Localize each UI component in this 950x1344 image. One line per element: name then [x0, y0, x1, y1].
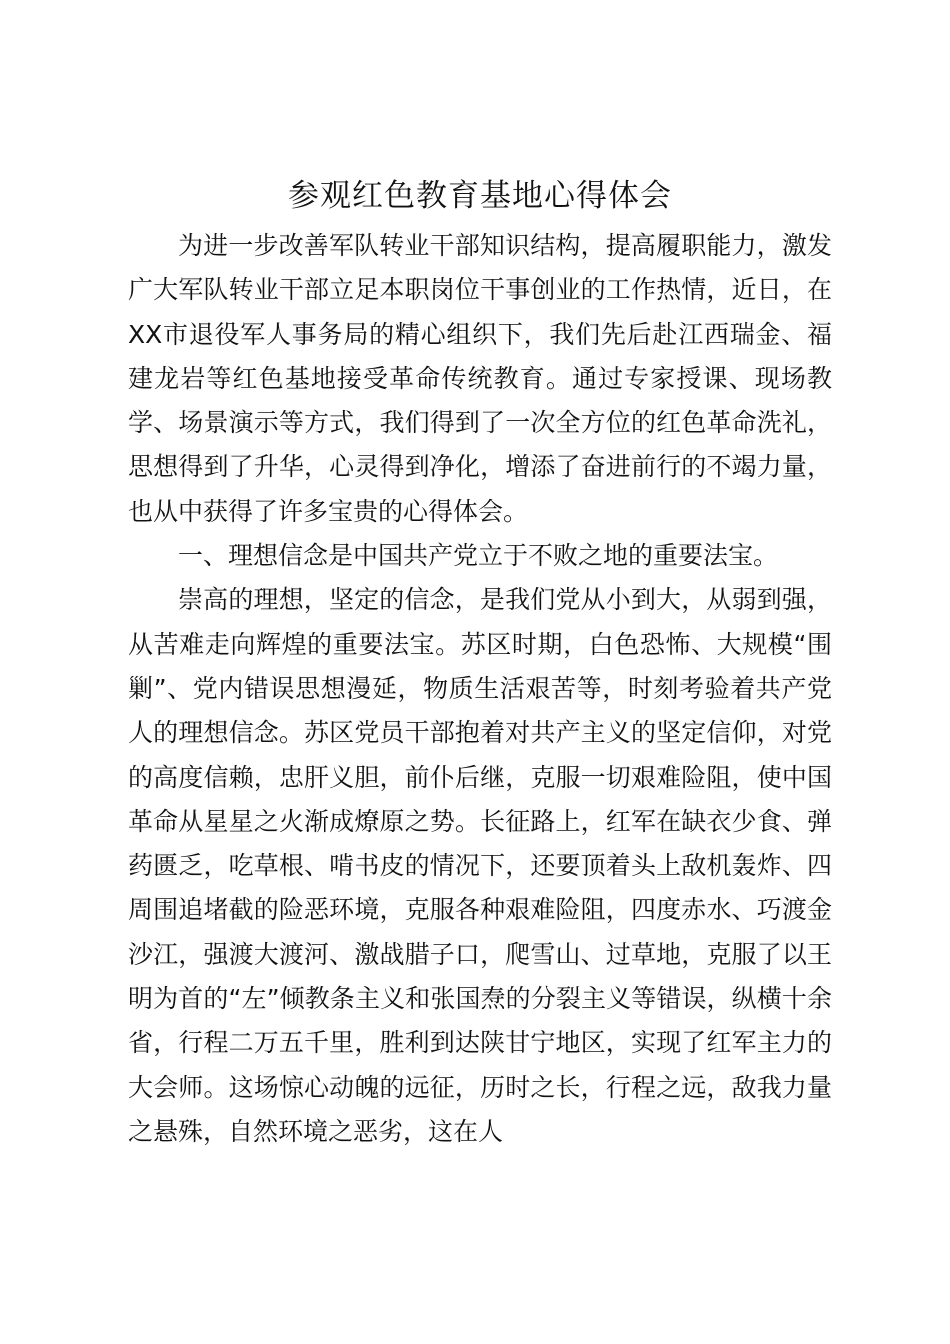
- section-paragraph: 崇高的理想，坚定的信念，是我们党从小到大，从弱到强，从苦难走向辉煌的重要法宝。苏区时期，白色恐怖、大规模“围剿”、党内错误思想漫延，物质生活艰苦等，时刻考验着共产党人的理想信念。苏区党员干部抱着对共产主义的坚定信仰，对党的高度信赖，忠肝义胆，前仆后继，克服一切艰难险阻，使中国革命从星星之火渐成燎原之势。长征路上，红军在缺衣少食、弹药匮乏，吃草根、啃书皮的情况下，还要顶着头上敌机轰炸、四周围追堵截的险恶环境，克服各种艰难险阻，四度赤水、巧渡金沙江，强渡大渡河、激战腊子口，爬雪山、过草地，克服了以王明为首的“左”倾教条主义和张国焘的分裂主义等错误，纵横十余省，行程二万五千里，胜利到达陕甘宁地区，实现了红军主力的大会师。这场惊心动魄的远征，历时之长，行程之远，敌我力量之悬殊，自然环境之恶劣，这在人: [128, 585, 832, 1146]
- document-page: [128, 168, 832, 1154]
- section-heading: 一、理想信念是中国共产党立于不败之地的重要法宝。: [178, 541, 779, 571]
- intro-paragraph: 为进一步改善军队转业干部知识结构，提高履职能力，激发广大军队转业干部立足本职岗位干事创业的工作热情，近日，在XX市退役军人事务局的精心组织下，我们先后赴江西瑞金、福建龙岩等红色基地接受革命传统教育。通过专家授课、现场教学、场景演示等方式，我们得到了一次全方位的红色革命洗礼，思想得到了升华，心灵得到净化，增添了奋进前行的不竭力量，也从中获得了许多宝贵的心得体会。: [128, 231, 832, 526]
- document-title: 参观红色教育基地心得体会: [288, 178, 672, 214]
